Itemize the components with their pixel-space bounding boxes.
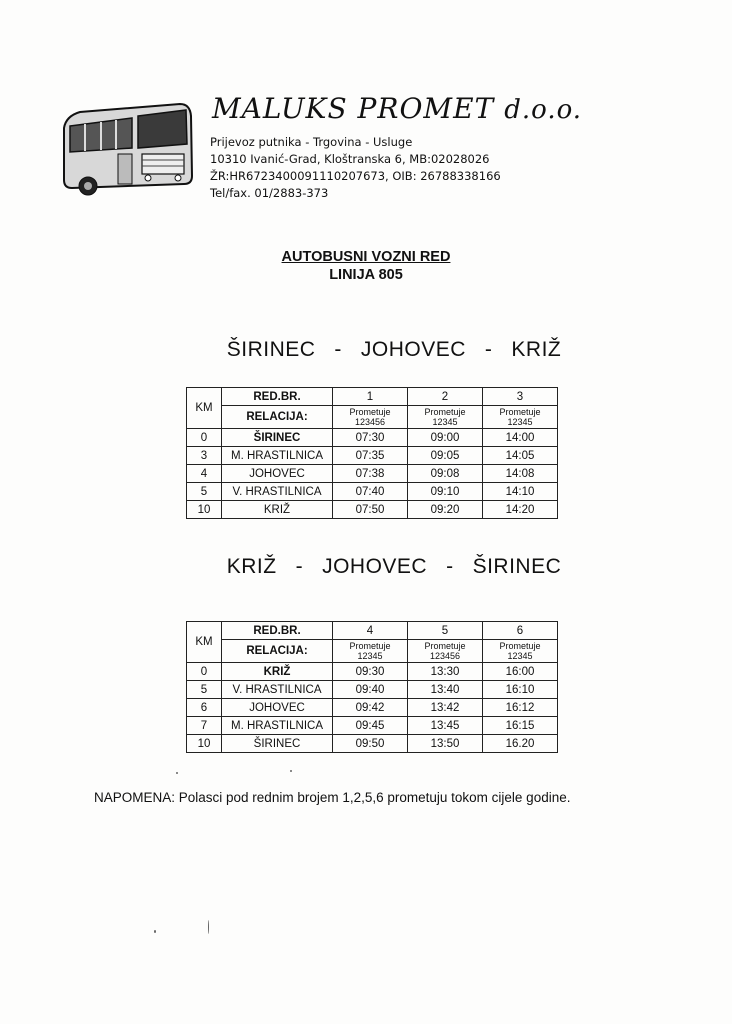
company-info [210, 134, 501, 202]
operating-days [333, 640, 408, 663]
stop-cell: V. HRASTILNICA [222, 483, 333, 501]
table-row [187, 483, 558, 501]
table-row [187, 429, 558, 447]
time-cell: 16:00 [483, 663, 558, 681]
operating-days [408, 640, 483, 663]
trip-number: 6 [483, 622, 558, 640]
bus-logo-icon [58, 98, 198, 198]
redbr-header: RED.BR. [222, 388, 333, 406]
time-cell: 13:30 [408, 663, 483, 681]
company-name-text: MALUKS PROMET [212, 92, 495, 125]
table-row [187, 681, 558, 699]
stop-cell: KRIŽ [222, 501, 333, 519]
time-cell: 09:08 [408, 465, 483, 483]
stop-cell: M. HRASTILNICA [222, 447, 333, 465]
company-suffix: d.o.o. [504, 95, 583, 125]
time-cell: 16:10 [483, 681, 558, 699]
days-label: 12345 [357, 651, 383, 661]
table-header-row [187, 640, 558, 663]
route-heading-1: ŠIRINEC - JOHOVEC - KRIŽ [226, 338, 562, 361]
time-cell: 07:40 [333, 483, 408, 501]
operating-days [483, 640, 558, 663]
km-cell: 3 [187, 447, 222, 465]
time-cell: 07:35 [333, 447, 408, 465]
table-header-row [187, 388, 558, 406]
scan-speck [176, 772, 178, 774]
trip-number: 1 [333, 388, 408, 406]
operating-days [333, 406, 408, 429]
operates-label: Prometuje [424, 407, 466, 417]
company-info-line: ŽR:HR6723400091110207673, OIB: 26788338166 [210, 169, 501, 183]
time-cell: 09:05 [408, 447, 483, 465]
time-cell: 13:40 [408, 681, 483, 699]
km-cell: 0 [187, 663, 222, 681]
km-header: KM [187, 622, 222, 663]
title-line-1: AUTOBUSNI VOZNI RED [281, 249, 451, 265]
table-row [187, 735, 558, 753]
operating-days [483, 406, 558, 429]
redbr-header: RED.BR. [222, 622, 333, 640]
time-cell: 14:08 [483, 465, 558, 483]
days-label: 12345 [507, 651, 533, 661]
km-cell: 0 [187, 429, 222, 447]
time-cell: 16:12 [483, 699, 558, 717]
table-row [187, 501, 558, 519]
time-cell: 16.20 [483, 735, 558, 753]
company-info-line: Tel/fax. 01/2883-373 [210, 186, 329, 200]
table-row [187, 699, 558, 717]
table-row [187, 663, 558, 681]
trip-number: 5 [408, 622, 483, 640]
scan-speck [154, 930, 156, 933]
time-cell: 14:00 [483, 429, 558, 447]
km-cell: 10 [187, 501, 222, 519]
stop-cell: V. HRASTILNICA [222, 681, 333, 699]
company-name [212, 92, 582, 125]
scan-speck [208, 920, 209, 934]
company-info-line: 10310 Ivanić-Grad, Kloštranska 6, MB:02028026 [210, 152, 490, 166]
operates-label: Prometuje [499, 407, 541, 417]
table-row [187, 465, 558, 483]
time-cell: 09:10 [408, 483, 483, 501]
table-row [187, 717, 558, 735]
days-label: 12345 [432, 417, 458, 427]
time-cell: 09:00 [408, 429, 483, 447]
relacija-header: RELACIJA: [222, 640, 333, 663]
time-cell: 09:45 [333, 717, 408, 735]
time-cell: 09:42 [333, 699, 408, 717]
time-cell: 09:20 [408, 501, 483, 519]
km-header: KM [187, 388, 222, 429]
scan-speck [290, 770, 292, 772]
stop-cell: JOHOVEC [222, 465, 333, 483]
time-cell: 14:10 [483, 483, 558, 501]
time-cell: 07:38 [333, 465, 408, 483]
km-cell: 7 [187, 717, 222, 735]
km-cell: 6 [187, 699, 222, 717]
trip-number: 2 [408, 388, 483, 406]
stop-cell: KRIŽ [222, 663, 333, 681]
document-title [0, 248, 732, 284]
km-cell: 5 [187, 483, 222, 501]
table-row [187, 447, 558, 465]
relacija-header: RELACIJA: [222, 406, 333, 429]
time-cell: 13:42 [408, 699, 483, 717]
operates-label: Prometuje [349, 641, 391, 651]
company-info-line: Prijevoz putnika - Trgovina - Usluge [210, 135, 413, 149]
km-cell: 4 [187, 465, 222, 483]
km-cell: 5 [187, 681, 222, 699]
days-label: 123456 [429, 651, 461, 661]
time-cell: 07:30 [333, 429, 408, 447]
time-cell: 16:15 [483, 717, 558, 735]
timetable-2 [186, 621, 558, 753]
table-header-row [187, 406, 558, 429]
operates-label: Prometuje [424, 641, 466, 651]
time-cell: 09:40 [333, 681, 408, 699]
operates-label: Prometuje [349, 407, 391, 417]
time-cell: 07:50 [333, 501, 408, 519]
time-cell: 14:05 [483, 447, 558, 465]
time-cell: 09:30 [333, 663, 408, 681]
route-heading-2: KRIŽ - JOHOVEC - ŠIRINEC [226, 555, 562, 578]
time-cell: 13:50 [408, 735, 483, 753]
time-cell: 14:20 [483, 501, 558, 519]
time-cell: 09:50 [333, 735, 408, 753]
trip-number: 3 [483, 388, 558, 406]
stop-cell: M. HRASTILNICA [222, 717, 333, 735]
note-text: NAPOMENA: Polasci pod rednim brojem 1,2,5,6 prometuju tokom cijele godine. [94, 790, 571, 805]
stop-cell: ŠIRINEC [222, 429, 333, 447]
stop-cell: JOHOVEC [222, 699, 333, 717]
trip-number: 4 [333, 622, 408, 640]
operating-days [408, 406, 483, 429]
km-cell: 10 [187, 735, 222, 753]
operates-label: Prometuje [499, 641, 541, 651]
title-line-2: LINIJA 805 [329, 267, 403, 283]
days-label: 12345 [507, 417, 533, 427]
time-cell: 13:45 [408, 717, 483, 735]
timetable-1 [186, 387, 558, 519]
days-label: 123456 [354, 417, 386, 427]
stop-cell: ŠIRINEC [222, 735, 333, 753]
table-header-row [187, 622, 558, 640]
